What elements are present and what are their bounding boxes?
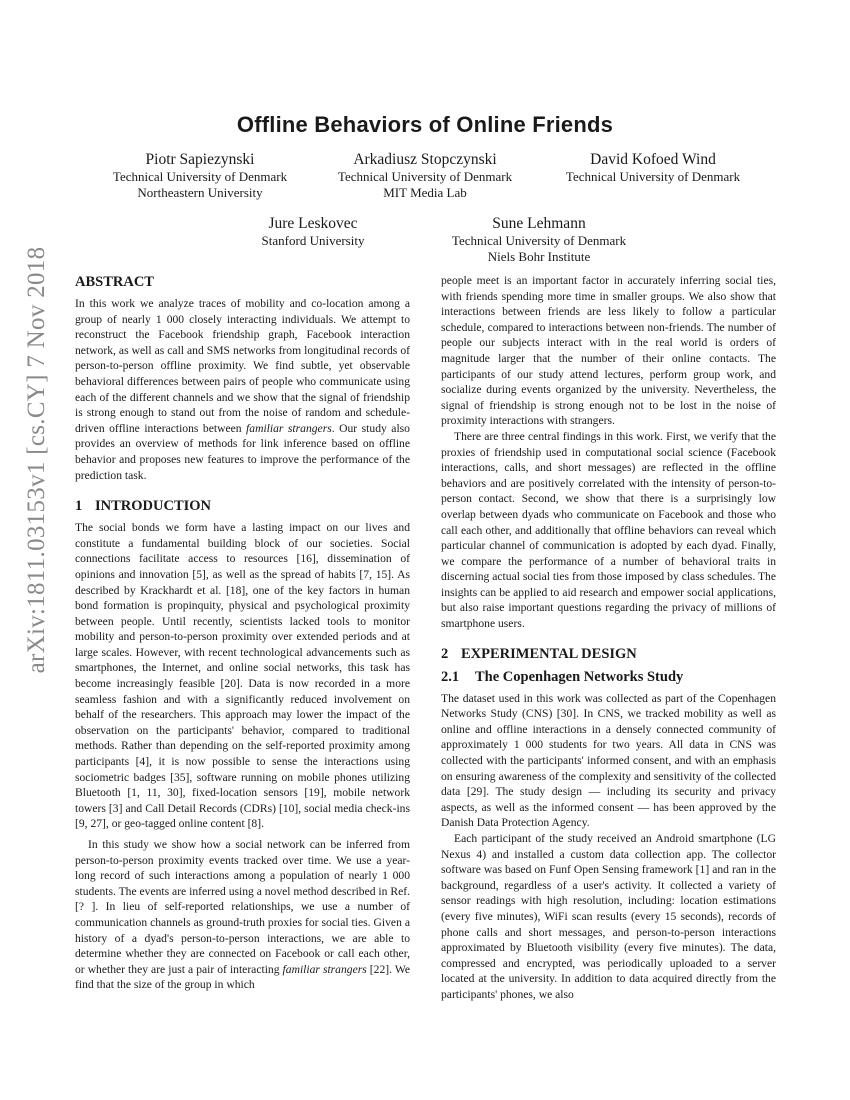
paragraph: Each participant of the study received an Android smartphone (LG Nexus 4) and installed a custom data collection app. The collector software was based on Funf Open Sensing framework [1] and ran in the background, regardless of a user's activity. It collected a variety of sensor readings with high resolution, including: location estimations (every five minutes), WiFi scan results (every 15 seconds), records of phone calls and short messages, and person-to-person interactions approximated by Bluetooth visibility (every five minutes). The data, compressed and encrypted, was periodically uploaded to a server located at the university. In addition to data acquired directly from the participants' phones, we also: [441, 832, 776, 1001]
author-affiliation: Technical University of Denmark: [337, 169, 513, 184]
paper-title: Offline Behaviors of Online Friends: [236, 112, 614, 137]
subsection-heading: 2.1 The Copenhagen Networks Study: [441, 668, 684, 685]
paragraph: The social bonds we form have a lasting impact on our lives and constitute a fundamental building block of our societies. Social connections facilitate access to resources [16], dissemination of opinions and innovation [5], as well as the spread of habits [7, 15]. As described by Krackhardt et al. [18], one of the key factors in human bond formation is propinquity, physical and psychological proximity between people. Until recently, scientists lacked tools to monitor mobility and person-to-person proximity over extended periods and at large scales. However, with recent technological advancements such as smartphones, the Internet, and online social networks, this task has become increasingly feasible [20]. Data is now recorded in a more seamless fashion and with a significantly reduced involvement on behalf of the researchers. This approach may lower the impact of the observation on the participants' behavior, compared to traditional methods. Rather than depending on the self-reported proximity among participants [4], it is now possible to sense the interactions using sociometric badges [35], software running on mobile phones utilizing Bluetooth [1, 11, 30], fixed-location sensors [19], mobile network towers [3] and Call Detail Records (CDRs) [10], social media check-ins [9, 27], or geo-tagged online content [8].: [75, 521, 410, 831]
author-block: [548, 150, 758, 185]
author-block: [320, 150, 530, 201]
abstract-text: In this work we analyze traces of mobility and co-location among a group of nearly 1 000 closely interacting individuals. We attempt to reconstruct the Facebook friendship graph, Facebook interaction network, as well as call and SMS networks from longitudinal records of person-to-person offline proximity. We find subtle, yet observable behavioral differences between pairs of people who communicate using each of the different channels and we show that the signal of friendship is strong enough to stand out from the noise of random and schedule-driven offline interactions between familiar strangers. Our study also provides an overview of methods for link inference based on offline behavior and proposes new features to improve the performance of the prediction task.: [75, 297, 410, 482]
author-name: Sune Lehmann: [492, 215, 586, 232]
abstract-heading: ABSTRACT: [75, 274, 154, 290]
paragraph: people meet is an important factor in accurately inferring social ties, with friends spending more time in smaller groups. We also show that interactions between friends are less likely to follow a particular schedule, compared to interactions between non-friends. The number of people our subjects interact with in the real world is orders of magnitude larger that the number of their online contacts. The participants of our study attend lectures, perform group work, and socialize during events organized by the university. Nevertheless, the signal of friendship is strong enough not to be lost in the noise of proximity interactions with strangers.: [441, 274, 776, 428]
author-name: David Kofoed Wind: [590, 151, 716, 168]
right-column: [441, 273, 776, 1003]
arxiv-stamp: [22, 246, 52, 674]
paragraph: There are three central findings in this work. First, we verify that the proxies of friendship used in computational social science (Facebook interactions, calls, and short messages) are reflected in the offline behaviors and are positively correlated with the intensity of person-to-person contact. Second, we show that there is a surprisingly low overlap between dyads who communicate on Facebook and those who call each other, and additionally that offline behaviors can reveal which particular channel of communication is adopted by each dyad. Finally, we compare the performance of a number of behavioral traits in discerning actual social ties from those imposed by class schedules. The insights can be applied to aid research and empower social applications, but also raise important questions regarding the privacy of millions of smartphone users.: [441, 429, 776, 631]
arxiv-stamp-text: arXiv:1811.03153v1 [cs.CY] 7 Nov 2018: [23, 246, 50, 674]
author-affiliation: Northeastern University: [137, 185, 263, 200]
author-affiliation: Niels Bohr Institute: [487, 249, 591, 264]
author-block: [434, 214, 644, 265]
author-name: Arkadiusz Stopczynski: [353, 151, 497, 168]
section-heading-experimental-design: 2 EXPERIMENTAL DESIGN: [441, 645, 637, 662]
paragraph: The dataset used in this work was collected as part of the Copenhagen Networks Study (CNS) [30]. In CNS, we tracked mobility as well as online and offline interactions in a densely connected community of approximately 1 000 students for two years. All data in CNS was collected with the participants' informed consent, and with an emphasis on ensuring awareness of the complexity and sensitivity of the collected data [29]. The study design — including its security and privacy aspects, as well as the informed consent — has been approved by the Danish Data Protection Agency.: [441, 691, 776, 830]
author-name: Piotr Sapiezynski: [145, 151, 255, 168]
paragraph: In this study we show how a social network can be inferred from person-to-person proximity events tracked over time. We use a year-long record of such interactions among a population of nearly 1 000 students. The events are inferred using a novel method described in Ref. [? ]. In lieu of self-reported relationships, we use a number of communication channels as ground-truth proxies for social ties. Given a history of a dyad's person-to-person interactions, we are able to determine whether they are connected on Facebook or call each other, or whether they are just a pair of interacting familiar strangers [22]. We find that the size of the group in which: [75, 838, 410, 992]
author-name: Jure Leskovec: [268, 215, 358, 232]
author-block: [218, 214, 408, 249]
author-affiliation: Technical University of Denmark: [451, 233, 627, 248]
author-affiliation: MIT Media Lab: [383, 185, 467, 200]
author-block: [95, 150, 305, 201]
author-affiliation: Stanford University: [261, 233, 365, 248]
author-affiliation: Technical University of Denmark: [112, 169, 288, 184]
left-column: [75, 273, 410, 993]
section-heading-introduction: 1 INTRODUCTION: [75, 498, 212, 515]
author-affiliation: Technical University of Denmark: [565, 169, 741, 184]
